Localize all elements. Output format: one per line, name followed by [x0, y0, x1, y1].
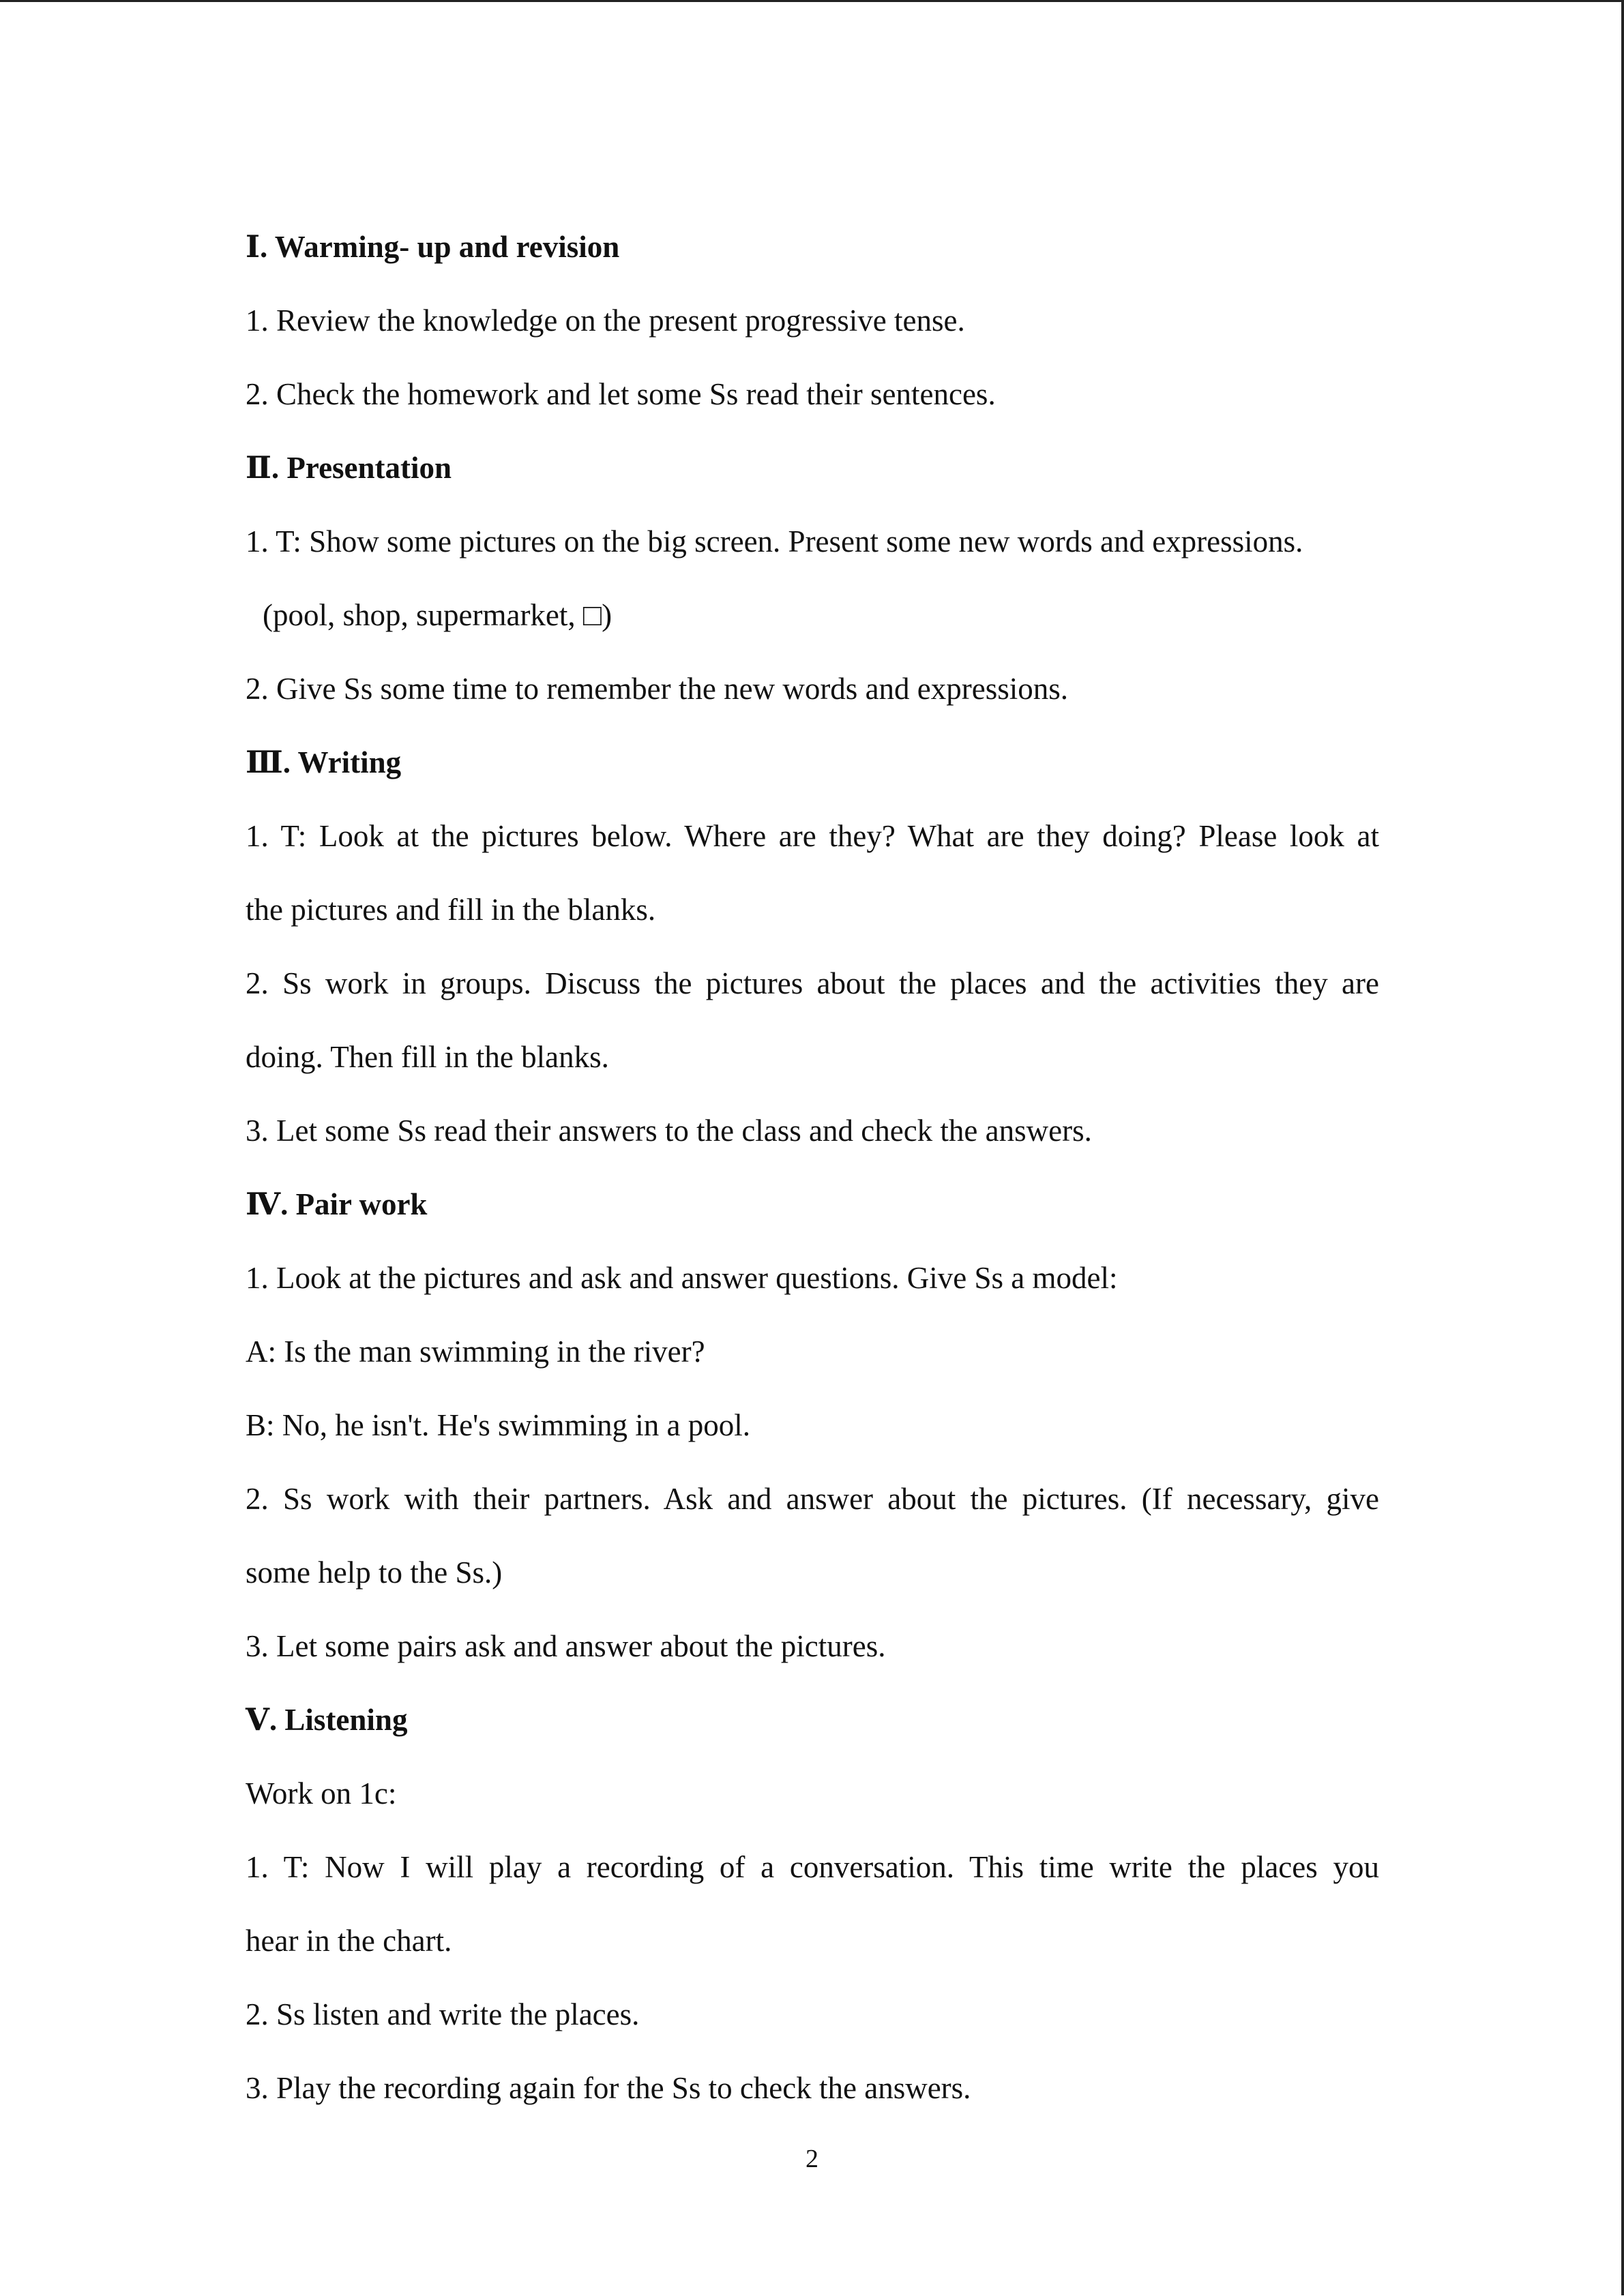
dialogue-line: A: Is the man swimming in the river?	[246, 1335, 705, 1369]
text-line: the pictures and fill in the blanks.	[246, 893, 656, 927]
text-line: 2. Check the homework and let some Ss read their sentences.	[246, 377, 996, 411]
text-line-indented: (pool, shop, supermarket, □)	[263, 598, 612, 632]
text-line: 1. Look at the pictures and ask and answer questions. Give Ss a model:	[246, 1261, 1118, 1295]
text-line: 1. Review the knowledge on the present progressive tense.	[246, 303, 965, 338]
heading-warming-up: Ⅰ. Warming- up and revision	[246, 230, 620, 264]
heading-pair-work: Ⅳ. Pair work	[246, 1187, 428, 1221]
text-line: hear in the chart.	[246, 1924, 452, 1958]
text-line: 3. Play the recording again for the Ss to check the answers.	[246, 2071, 971, 2105]
page-number: 2	[806, 2145, 818, 2173]
text-line: doing. Then fill in the blanks.	[246, 1040, 609, 1074]
text-line: 2. Give Ss some time to remember the new words and expressions.	[246, 672, 1069, 706]
text-line: 1. T: Now I will play a recording of a conversation. This time write the places you	[246, 1850, 1379, 1884]
text-line: 1. T: Look at the pictures below. Where are they? What are they doing? Please look at	[246, 819, 1379, 853]
text-line: 3. Let some pairs ask and answer about the pictures.	[246, 1629, 886, 1663]
text-line: 2. Ss work in groups. Discuss the pictures about the places and the activities they are	[246, 966, 1379, 1000]
document-body	[246, 210, 1379, 2125]
dialogue-line: B: No, he isn't. He's swimming in a pool.	[246, 1408, 750, 1442]
heading-writing: Ⅲ. Writing	[246, 745, 402, 779]
heading-listening: Ⅴ. Listening	[246, 1703, 408, 1737]
text-line: 3. Let some Ss read their answers to the class and check the answers.	[246, 1114, 1092, 1148]
text-line: 1. T: Show some pictures on the big screen. Present some new words and expressions.	[246, 524, 1303, 558]
text-line: 2. Ss listen and write the places.	[246, 1997, 640, 2031]
heading-presentation: Ⅱ. Presentation	[246, 451, 452, 485]
text-line: some help to the Ss.)	[246, 1555, 503, 1590]
text-line: 2. Ss work with their partners. Ask and answer about the pictures. (If necessary, give	[246, 1482, 1379, 1516]
text-line: Work on 1c:	[246, 1776, 397, 1810]
